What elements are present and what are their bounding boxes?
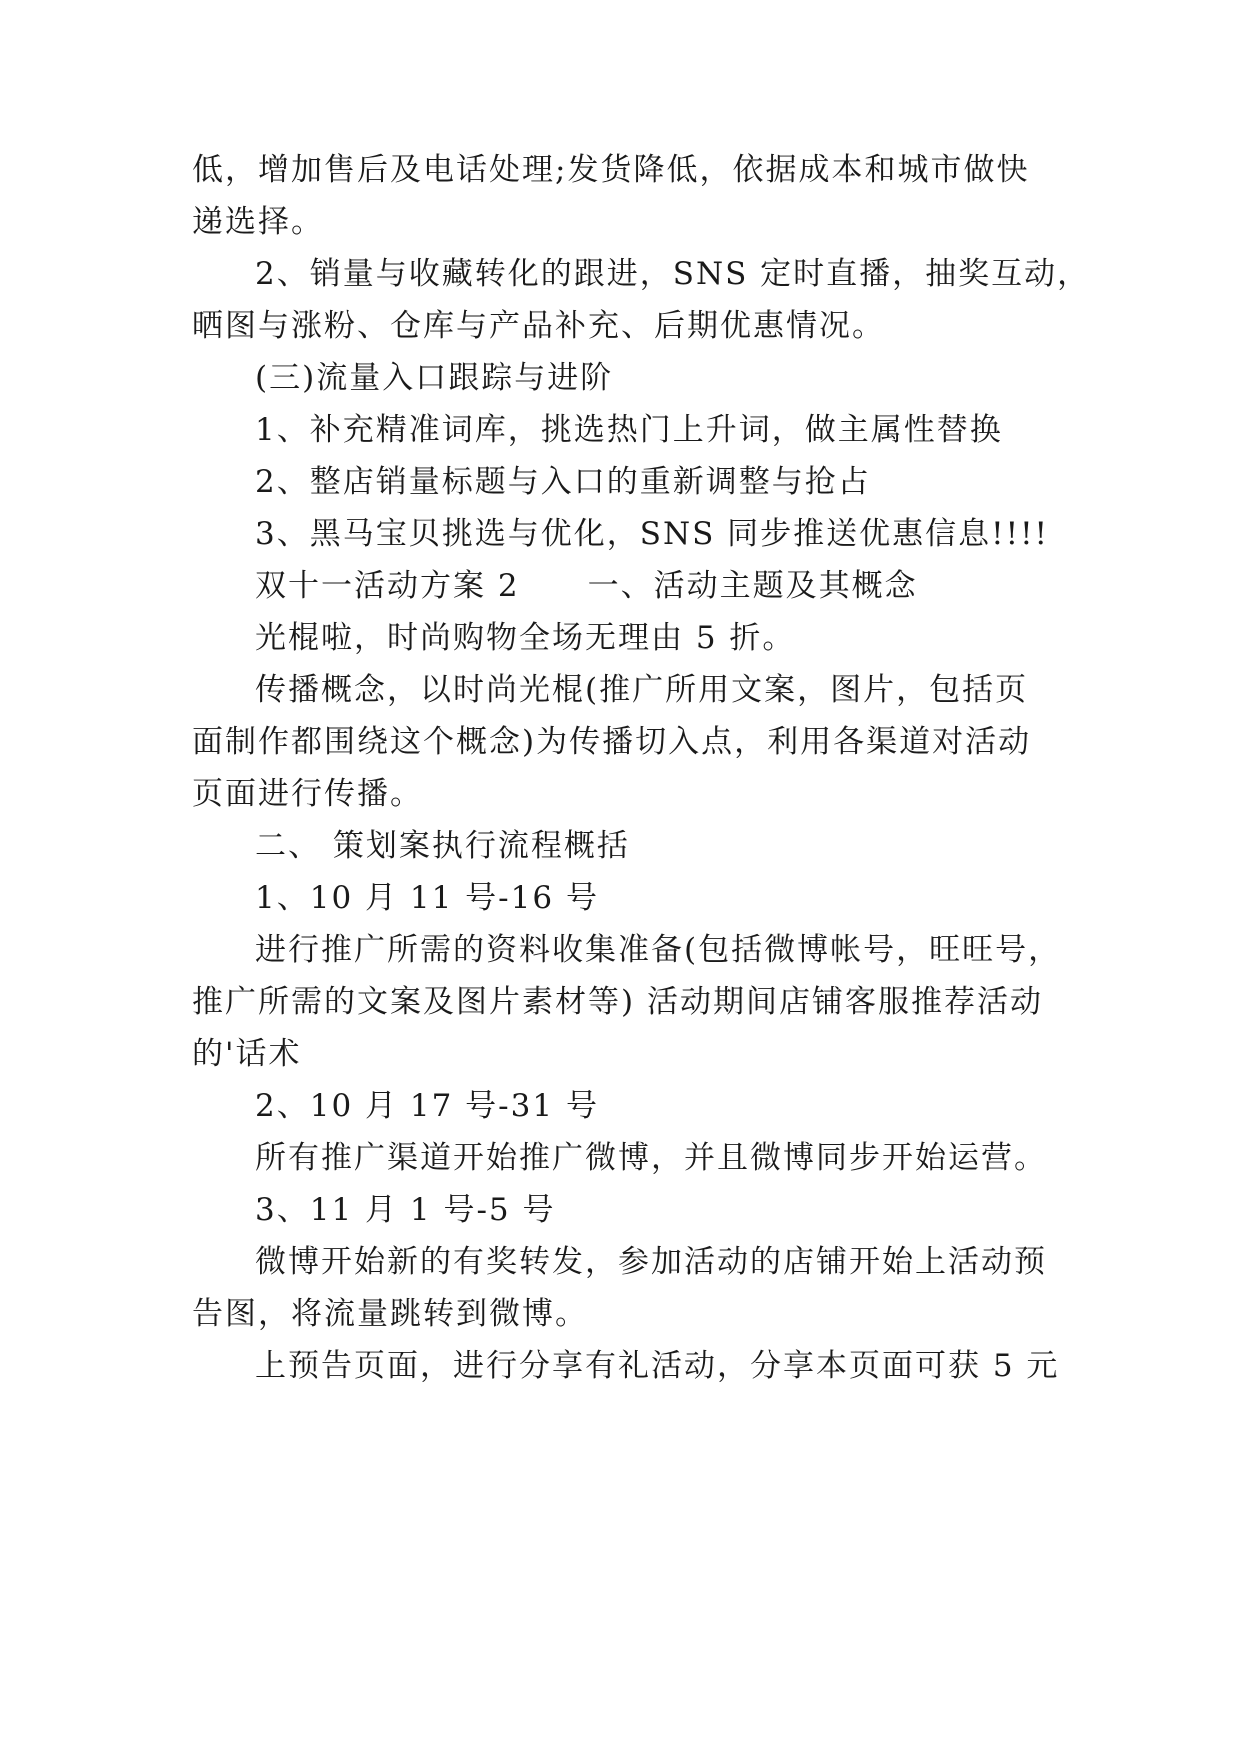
heading-line — [255, 566, 1135, 606]
list-item: 1、10 月 11 号-16 号 — [255, 880, 599, 916]
paragraph-line: 晒图与涨粉、仓库与产品补充、后期优惠情况。 — [192, 308, 885, 344]
paragraph-line: 低，增加售后及电话处理;发货降低，依据成本和城市做快 — [192, 152, 1030, 188]
paragraph-line: 光棍啦，时尚购物全场无理由 5 折。 — [255, 620, 796, 656]
paragraph-line: 进行推广所需的资料收集准备(包括微博帐号，旺旺号， — [255, 932, 1062, 968]
paragraph-line: 所有推广渠道开始推广微博，并且微博同步开始运营。 — [255, 1140, 1047, 1176]
document-title: 双十一活动方案 2 — [255, 568, 520, 604]
list-item: 2、10 月 17 号-31 号 — [255, 1088, 599, 1124]
paragraph-line: 告图，将流量跳转到微博。 — [192, 1296, 588, 1332]
paragraph-line: 页面进行传播。 — [192, 776, 423, 812]
section-heading: 二、 策划案执行流程概括 — [255, 828, 630, 864]
list-item: 2、整店销量标题与入口的重新调整与抢占 — [255, 464, 871, 500]
paragraph-line: 面制作都围绕这个概念)为传播切入点，利用各渠道对活动 — [192, 724, 1032, 760]
paragraph-line: 2、销量与收藏转化的跟进，SNS 定时直播，抽奖互动， — [255, 256, 1091, 292]
list-item: 3、黑马宝贝挑选与优化，SNS 同步推送优惠信息!!!! — [255, 516, 1050, 552]
paragraph-line: 上预告页面，进行分享有礼活动，分享本页面可获 5 元 — [255, 1348, 1060, 1384]
paragraph-line: 的'话术 — [192, 1036, 302, 1072]
paragraph-line: 递选择。 — [192, 204, 324, 240]
paragraph-line: 微博开始新的有奖转发，参加活动的店铺开始上活动预 — [255, 1244, 1047, 1280]
section-heading: (三)流量入口跟踪与进阶 — [255, 360, 614, 396]
section-heading: 一、活动主题及其概念 — [587, 568, 918, 604]
paragraph-line: 推广所需的文案及图片素材等) 活动期间店铺客服推荐活动 — [192, 984, 1043, 1020]
paragraph-line: 传播概念，以时尚光棍(推广所用文案，图片，包括页 — [255, 672, 1029, 708]
list-item: 1、补充精准词库，挑选热门上升词，做主属性替换 — [255, 412, 1003, 448]
list-item: 3、11 月 1 号-5 号 — [255, 1192, 556, 1228]
